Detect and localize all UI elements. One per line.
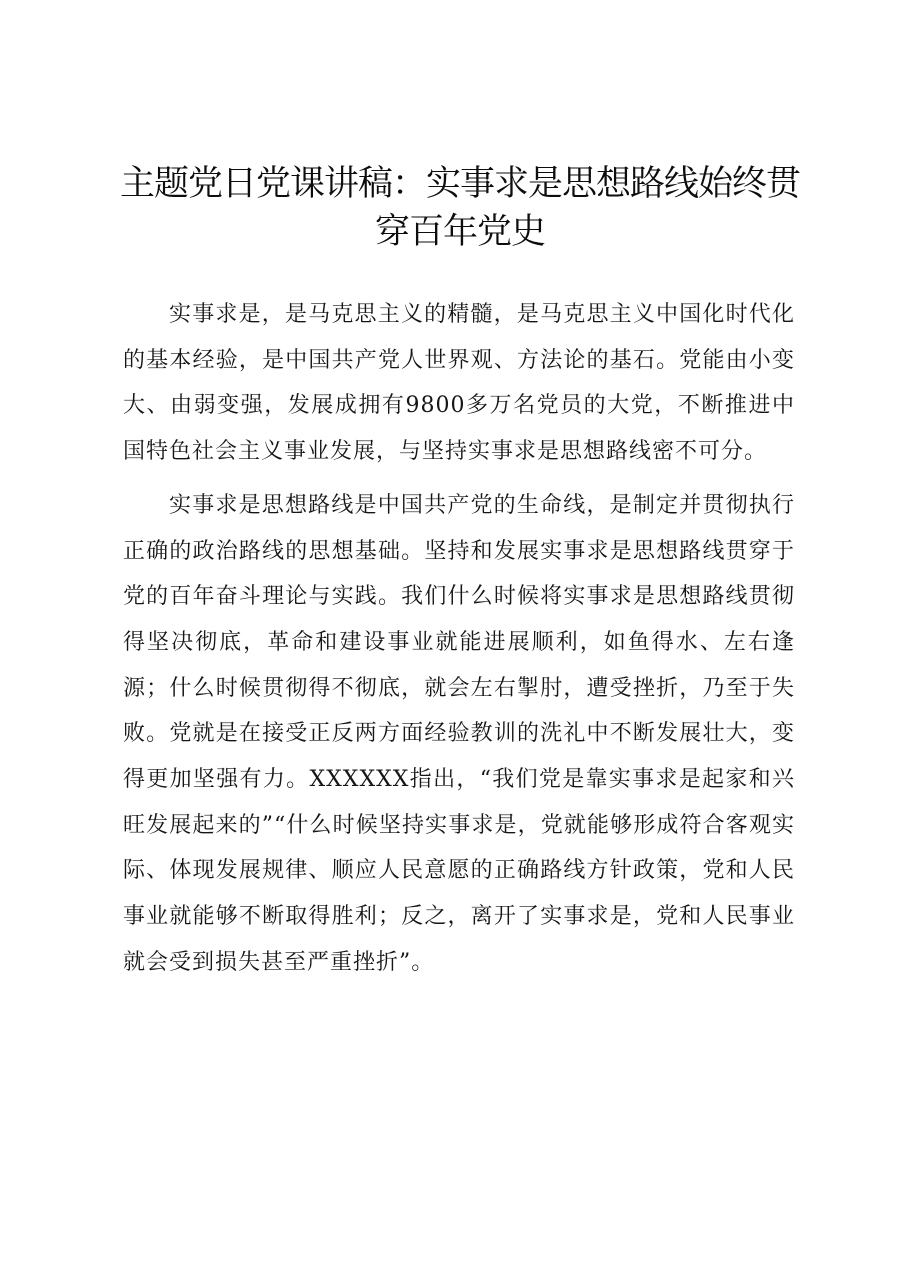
paragraph-2: 实事求是思想路线是中国共产党的生命线，是制定并贯彻执行正确的政治路线的思想基础。坚持和发展实事求是思想路线贯穿于党的百年奋斗理论与实践。我们什么时候将实事求是思想路线贯彻得坚决彻底，革命和建设事业就能进展顺利，如鱼得水、左右逢源；什么时候贯彻得不彻底，就会左右掣肘，遭受挫折，乃至于失败。党就是在接受正反两方面经验教训的洗礼中不断发展壮大，变得更加坚强有力。XXXXXX指出，“我们党是靠实事求是起家和兴旺发展起来的”“什么时候坚持实事求是，党就能够形成符合客观实际、体现发展规律、顺应人民意愿的正确路线方针政策，党和人民事业就能够不断取得胜利；反之，离开了实事求是，党和人民事业就会受到损失甚至严重挫折”。	[123, 492, 795, 975]
document-title: 主题党日党课讲稿：实事求是思想路线始终贯穿百年党史	[119, 164, 800, 252]
paragraph-1: 实事求是，是马克思主义的精髓，是马克思主义中国化时代化的基本经验，是中国共产党人世界观、方法论的基石。党能由小变大、由弱变强，发展成拥有9800多万名党员的大党，不断推进中国特色社会主义事业发展，与坚持实事求是思想路线密不可分。	[123, 302, 795, 465]
document-body	[123, 292, 795, 994]
